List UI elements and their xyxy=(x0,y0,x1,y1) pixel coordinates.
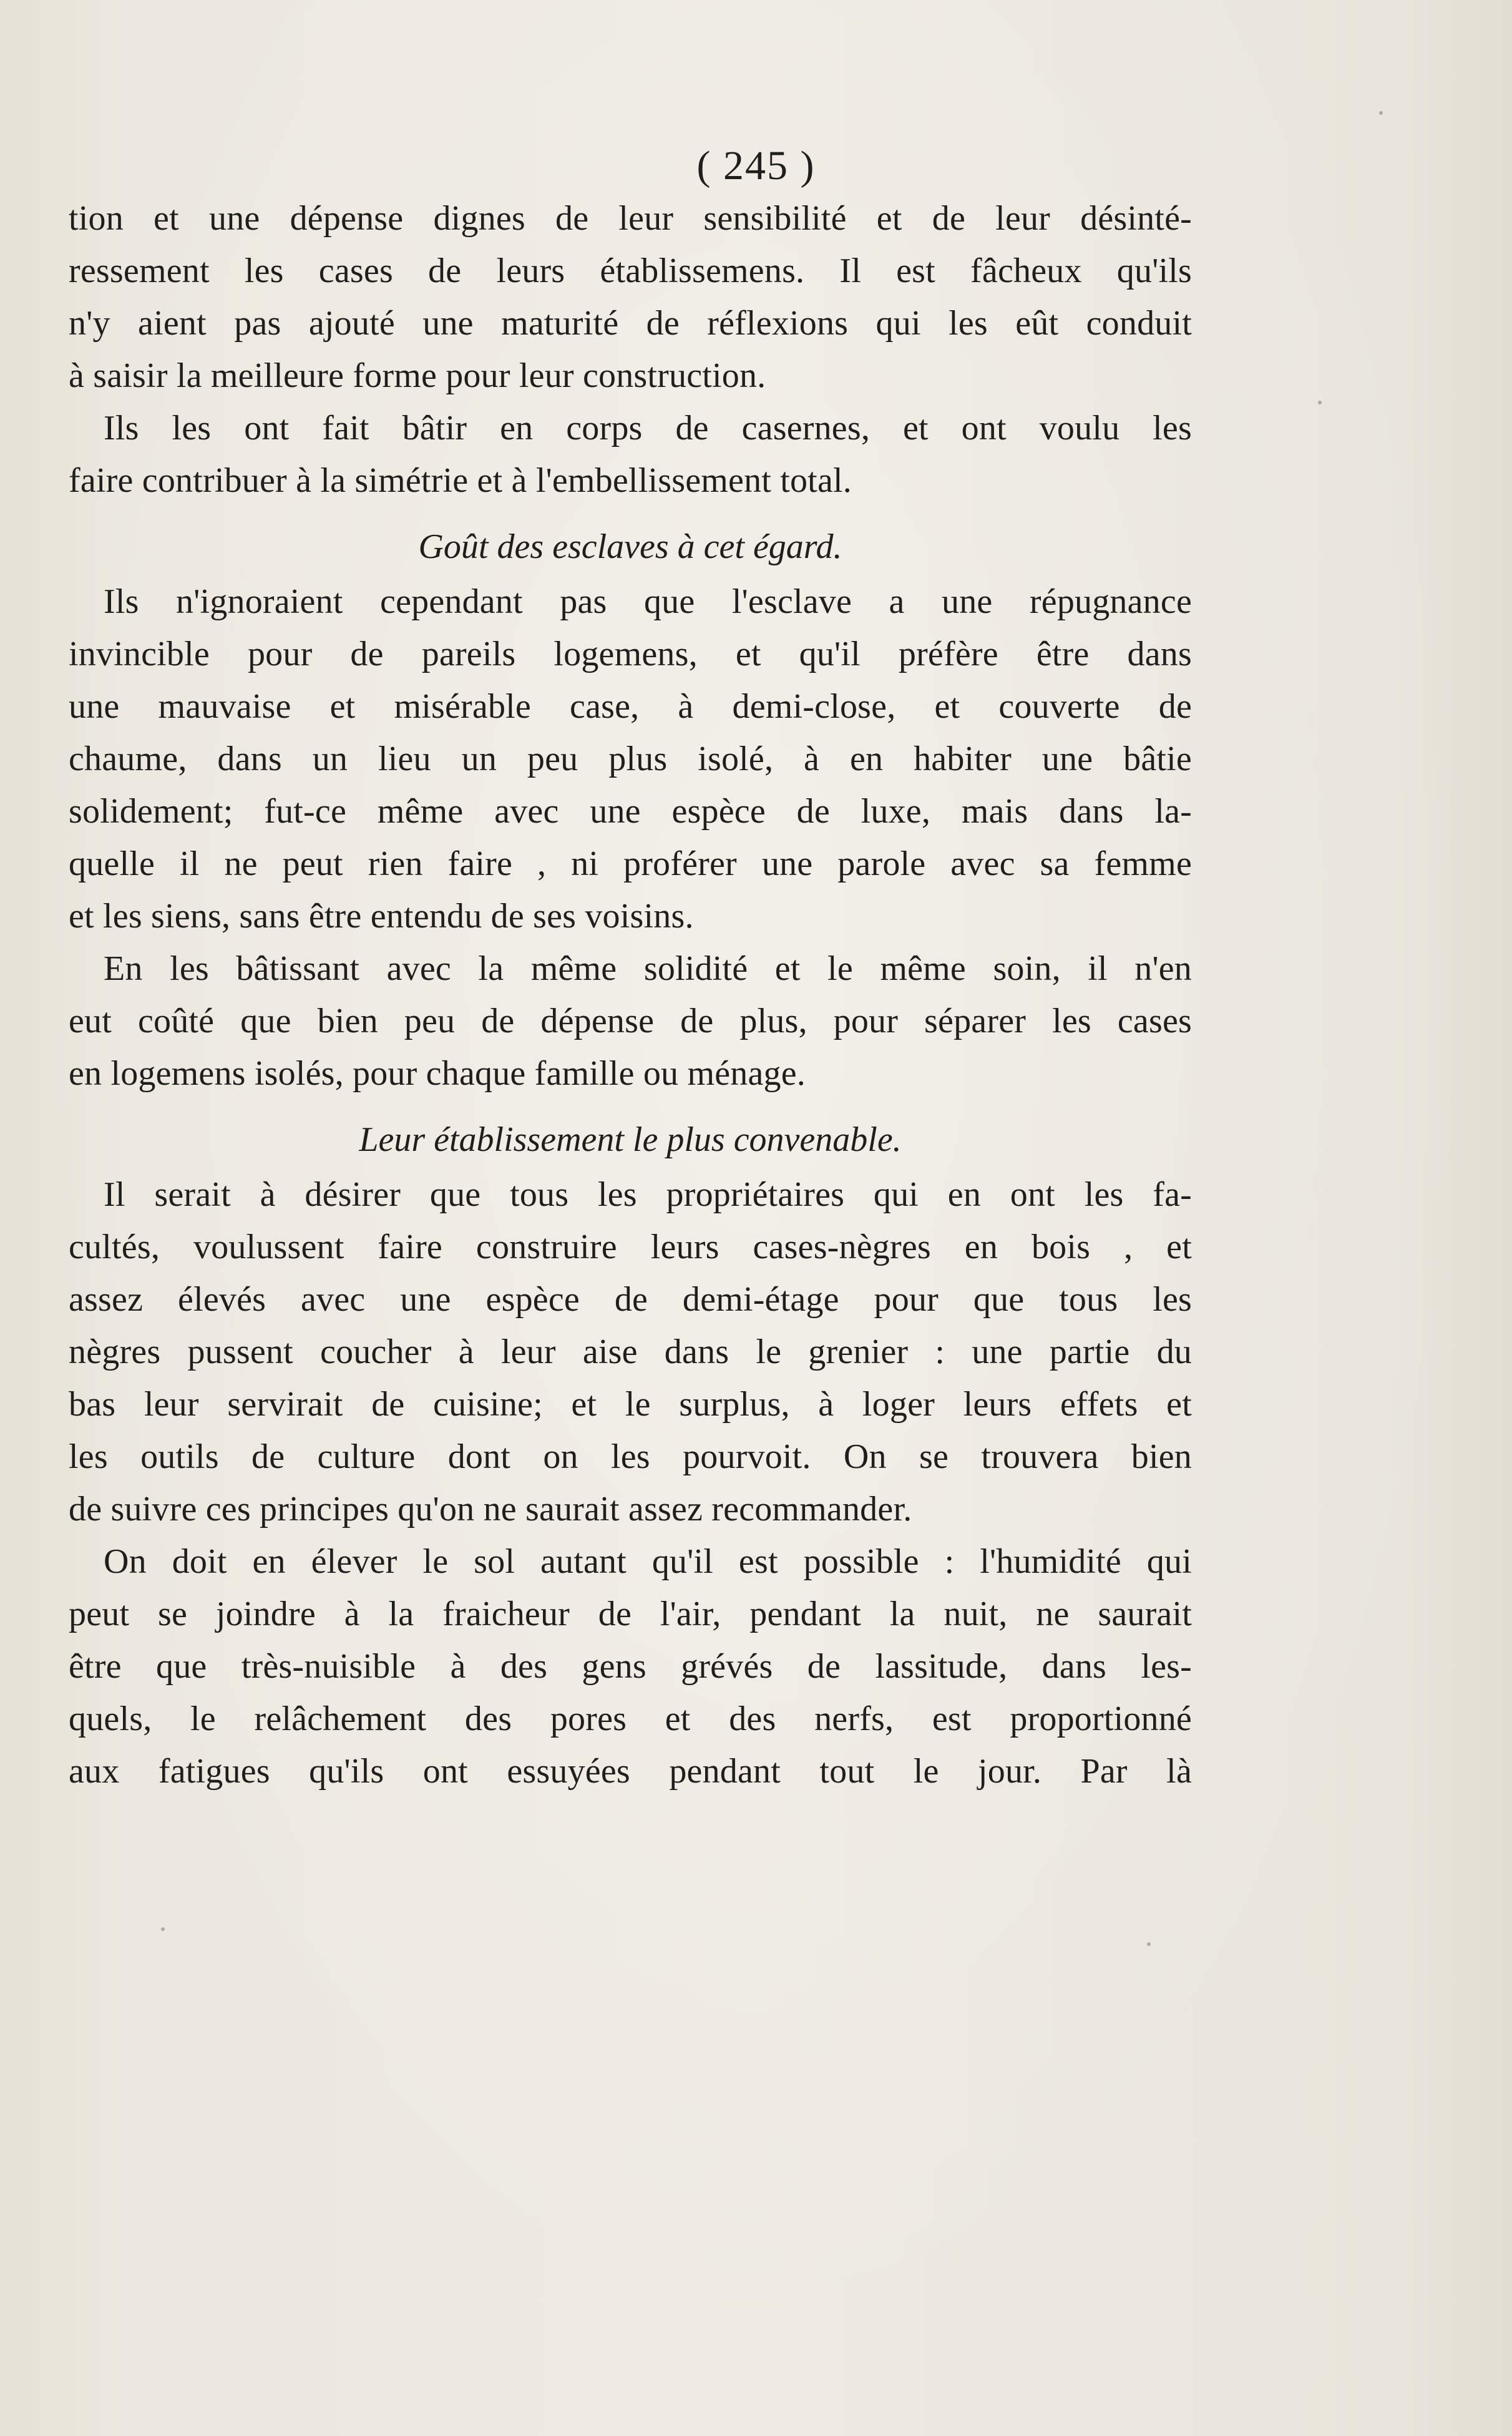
text-line: peut se joindre à la fraicheur de l'air, pendant la nuit, ne saurait xyxy=(69,1595,1192,1633)
text-line: Il serait à désirer que tous les propriétaires qui en ont les fa- xyxy=(104,1175,1192,1214)
text-line: faire contribuer à la simétrie et à l'embellissement total. xyxy=(69,461,852,500)
text-line: tion et une dépense dignes de leur sensibilité et de leur désinté- xyxy=(69,199,1192,238)
text-line: n'y aient pas ajouté une maturité de réflexions qui les eût conduit xyxy=(69,304,1192,343)
paragraph-2 xyxy=(69,402,1192,507)
page-body xyxy=(69,192,1192,1798)
paper-speck xyxy=(1318,401,1322,404)
paragraph-3 xyxy=(69,575,1192,942)
section-heading-gout-des-esclaves: Goût des esclaves à cet égard. xyxy=(418,527,842,566)
paragraph-1 xyxy=(69,192,1192,402)
text-line: On doit en élever le sol autant qu'il est possible : l'humidité qui xyxy=(104,1542,1192,1581)
paragraph-5 xyxy=(69,1168,1192,1535)
text-line: de suivre ces principes qu'on ne saurait assez recommander. xyxy=(69,1490,912,1529)
text-line: Ils n'ignoraient cependant pas que l'esclave a une répugnance xyxy=(104,582,1192,621)
text-line: bas leur servirait de cuisine; et le surplus, à loger leurs effets et xyxy=(69,1385,1192,1424)
page-number: ( 245 ) xyxy=(696,143,816,188)
text-line: cultés, voulussent faire construire leurs cases-nègres en bois , et xyxy=(69,1228,1192,1266)
text-line: En les bâtissant avec la même solidité et le même soin, il n'en xyxy=(104,949,1192,988)
text-line: ressement les cases de leurs établissemens. Il est fâcheux qu'ils xyxy=(69,252,1192,290)
text-line: à saisir la meilleure forme pour leur construction. xyxy=(69,356,766,395)
text-line: eut coûté que bien peu de dépense de plus, pour séparer les cases xyxy=(69,1002,1192,1040)
text-line: solidement; fut-ce même avec une espèce de luxe, mais dans la- xyxy=(69,792,1192,831)
text-line: et les siens, sans être entendu de ses voisins. xyxy=(69,897,694,936)
paragraph-6 xyxy=(69,1535,1192,1798)
paper-speck xyxy=(1379,111,1383,115)
text-line: nègres pussent coucher à leur aise dans le grenier : une partie du xyxy=(69,1333,1192,1371)
paper-speck xyxy=(161,1927,165,1931)
text-line: assez élevés avec une espèce de demi-étage pour que tous les xyxy=(69,1280,1192,1319)
text-line: quels, le relâchement des pores et des nerfs, est proportionné xyxy=(69,1700,1192,1738)
text-line: les outils de culture dont on les pourvoit. On se trouvera bien xyxy=(69,1437,1192,1476)
text-line: chaume, dans un lieu un peu plus isolé, à en habiter une bâtie xyxy=(69,740,1192,778)
text-line: en logemens isolés, pour chaque famille ou ménage. xyxy=(69,1054,806,1093)
paper-speck xyxy=(1147,1942,1151,1946)
paragraph-4 xyxy=(69,942,1192,1100)
text-line: Ils les ont fait bâtir en corps de casernes, et ont voulu les xyxy=(104,409,1192,448)
text-line: être que très-nuisible à des gens grévés de lassitude, dans les- xyxy=(69,1647,1192,1686)
section-heading-leur-etablissement: Leur établissement le plus convenable. xyxy=(359,1120,902,1159)
text-line: aux fatigues qu'ils ont essuyées pendant tout le jour. Par là xyxy=(69,1752,1192,1791)
text-line: quelle il ne peut rien faire , ni proférer une parole avec sa femme xyxy=(69,844,1192,883)
text-line: invincible pour de pareils logemens, et qu'il préfère être dans xyxy=(69,635,1192,673)
text-line: une mauvaise et misérable case, à demi-close, et couverte de xyxy=(69,687,1192,726)
